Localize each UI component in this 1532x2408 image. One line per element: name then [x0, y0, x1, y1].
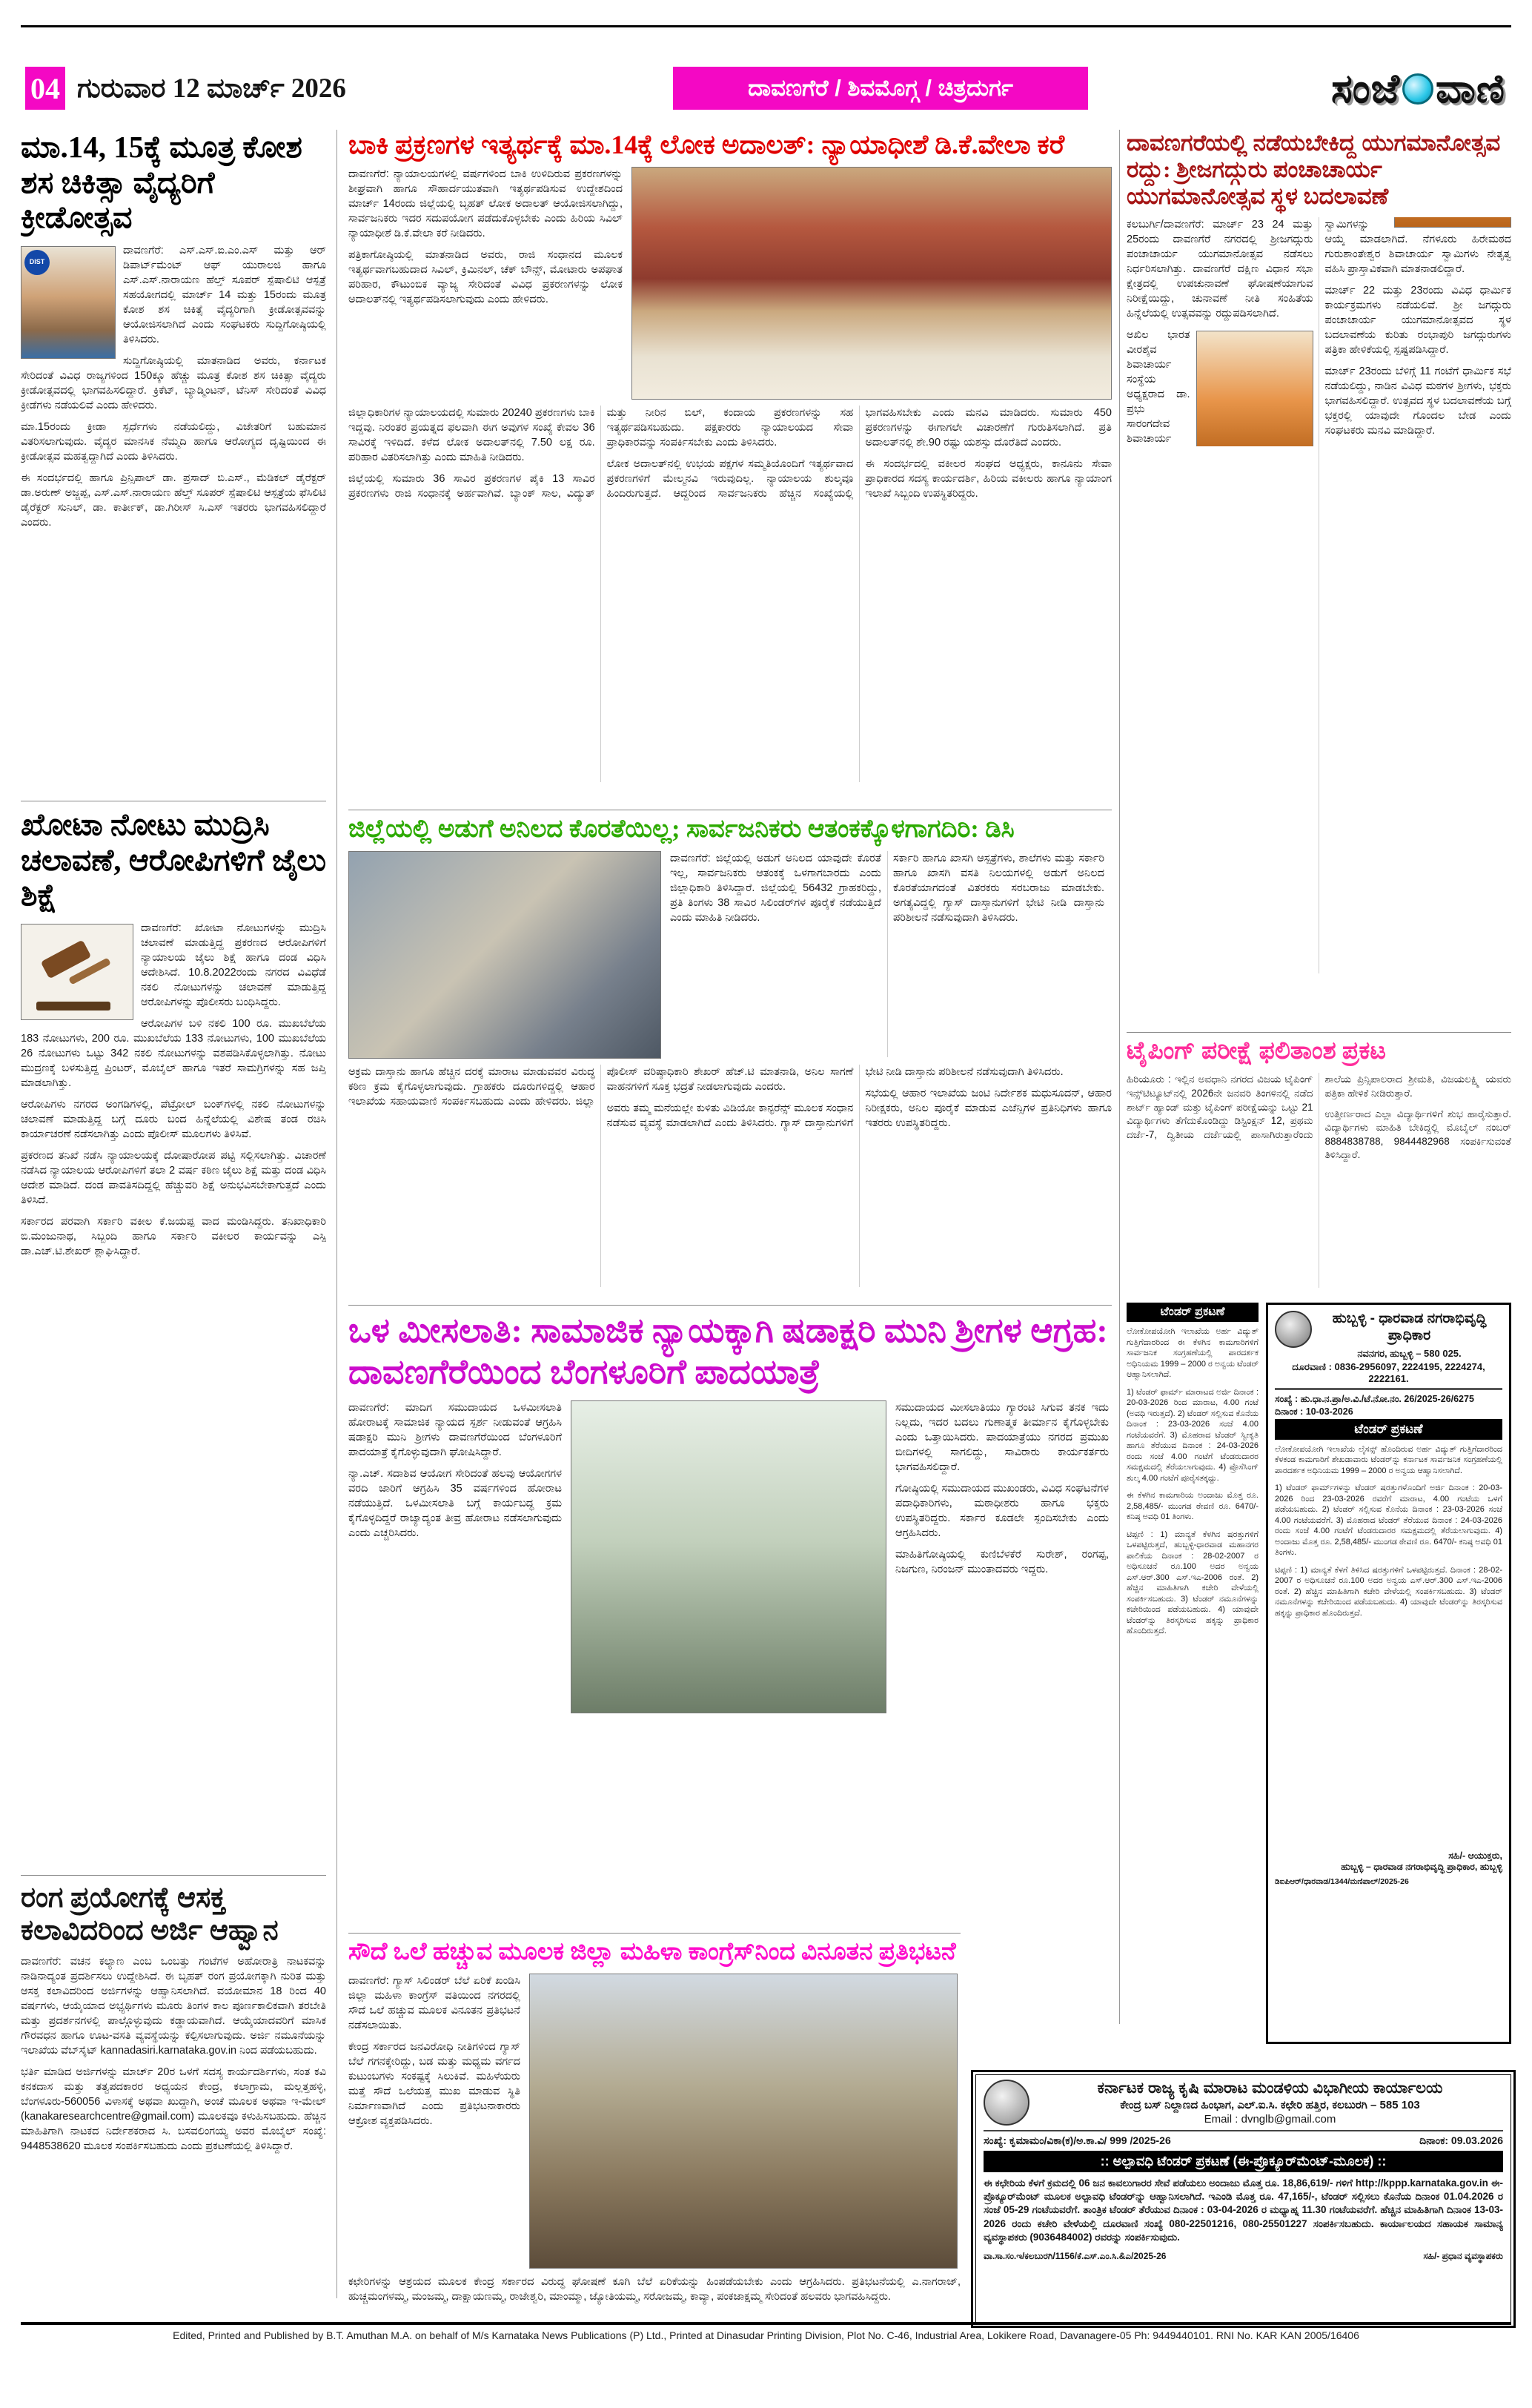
body-paragraph: ಭರ್ತಿ ಮಾಡಿದ ಅರ್ಜಿಗಳನ್ನು ಮಾರ್ಚ್ 20ರ ಒಳಗೆ ಸದಸ್ಯ ಕಾರ್ಯದರ್ಶಿಗಳು, ಸಂತ ಕವಿ ಕನಕದಾಸ ಮತ್ತು ತತ್ವಪದಕಾರರ ಅಧ್ಯಯನ ಕೇಂದ್ರ, ಕಲಾಗ್ರಾಮ, ಮಲ್ಲತ್ತಹಳ್ಳಿ, ಬೆಂಗಳೂರು-560056 ವಿಳಾಸಕ್ಕೆ ಅಥವಾ ಖುದ್ದಾಗಿ, ಅಂಚೆ ಮೂಲಕ ಅಥವಾ ಇ-ಮೇಲ್ (kanakaresearchcentre@gmail.com) ಮೂಲಕವೂ ಕಳುಹಿಸಬಹುದು. ಹೆಚ್ಚಿನ ಮಾಹಿತಿಗಾಗಿ ನಾಟಕದ ನಿರ್ದೇಶಕರಾದ ಸಿ. ಬಸವಲಿಂಗಯ್ಯ ಅವರ ಮೊಬೈಲ್ ಸಂಖ್ಯೆ: 9448538620 ಮೂಲಕ ಸಂಪರ್ಕಿಸಬಹುದು ಎಂದು ಪ್ರಕಟಣೆಯಲ್ಲಿ ತಿಳಿಸಿದ್ದಾರೆ.: [21, 2066, 326, 2153]
article-body: [348, 2275, 961, 2316]
article-body: [348, 406, 1112, 782]
ad-signature-org: ಹುಬ್ಬಳ್ಳಿ – ಧಾರವಾಡ ನಗರಾಭಿವೃದ್ಧಿ ಪ್ರಾಧಿಕಾರ, ಹುಬ್ಬಳ್ಳಿ: [1341, 1861, 1502, 1872]
ad-signature: ಸಹಿ/- ಪ್ರಧಾನ ವ್ಯವಸ್ಥಾಪಕರು: [1423, 2251, 1503, 2261]
body-paragraph: ಸುದ್ದಿಗೋಷ್ಠಿಯಲ್ಲಿ ಮಾತನಾಡಿದ ಅವರು, ಕರ್ನಾಟಕ ಸೇರಿದಂತೆ ವಿವಿಧ ರಾಜ್ಯಗಳಿಂದ 150ಕ್ಕೂ ಹೆಚ್ಚು ಮೂತ್ರ ಕೋಶ ಶಸ ಚಿಕಿತ್ಸಾ ವೈದ್ಯರು ಕ್ರೀಡೋತ್ಸವದಲ್ಲಿ ಭಾಗವಹಿಸಲಿದ್ದಾರೆ. ಕ್ರಿಕೆಟ್, ಬ್ಯಾಡ್ಮಿಂಟನ್, ಟೆನಿಸ್ ಸೇರಿದಂತೆ ವಿವಿಧ ಕ್ರೀಡೆಗಳು ನಡೆಯಲಿವೆ ಎಂದು ಹೇಳಿದರು.: [21, 354, 326, 411]
body-paragraph: ಅವರು ತಮ್ಮ ಮನೆಯಲ್ಲೇ ಕುಳಿತು ವಿಡಿಯೋ ಕಾನ್ಫರೆನ್ಸ್ ಮೂಲಕ ಸಂಧಾನ ನಡೆಸುವ ವ್ಯವಸ್ಥೆ ಮಾಡಲಾಗಿದೆ ಎಂದು ತಿಳಿಸಿದರು. ಗ್ಯಾಸ್ ದಾಸ್ತಾನುಗಳಿಗೆ ಭೇಟಿ ನೀಡಿ ದಾಸ್ತಾನು ಪರಿಶೀಲನೆ ನಡೆಸುವುದಾಗಿ ತಿಳಿಸಿದರು.: [606, 1066, 1064, 1130]
article-body: [21, 921, 326, 1266]
page-header: [21, 65, 1511, 113]
article-inner-reservation: [348, 1305, 1112, 1934]
body-paragraph: ಮಾ.15ರಂದು ಕ್ರೀಡಾ ಸ್ಪರ್ಧೆಗಳು ನಡೆಯಲಿದ್ದು, ವಿಜೇತರಿಗೆ ಬಹುಮಾನ ವಿತರಿಸಲಾಗುವುದು. ವೈದ್ಯರ ಮಾನಸಿಕ ನೆಮ್ಮದಿ ಹಾಗೂ ಆರೋಗ್ಯದ ದೃಷ್ಟಿಯಿಂದ ಈ ಕ್ರೀಡೋತ್ಸವ ಮಹತ್ವದ್ದಾಗಿದೆ ಎಂದು ತಿಳಿಸಿದರು.: [21, 420, 326, 463]
body-paragraph: ಉತ್ತೀರ್ಣರಾದ ಎಲ್ಲಾ ವಿದ್ಯಾರ್ಥಿಗಳಿಗೆ ಶುಭ ಹಾರೈಸುತ್ತಾರೆ. ವಿದ್ಯಾರ್ಥಿಗಳು ಮಾಹಿತಿ ಬೇಕಿದ್ದಲ್ಲಿ ಮೊಬೈಲ್ ನಂಬರ್ 8884838788, 9844482968 ಸಂಪರ್ಕಿಸುವಂತೆ ತಿಳಿಸಿದ್ದಾರೆ.: [1324, 1108, 1511, 1161]
lead-text: [348, 1974, 520, 2267]
editions-banner: ದಾವಣಗೆರೆ / ಶಿವಮೊಗ್ಗ / ಚಿತ್ರದುರ್ಗ: [673, 67, 1088, 110]
body-paragraph: ಲೋಕೋಪಯೋಗಿ ಇಲಾಖೆಯ ಅರ್ಹ ವಿದ್ಯುತ್ ಗುತ್ತಿಗೆದಾರರಿಂದ ಈ ಕೆಳಗಿನ ಕಾಮಗಾರಿಗಳಿಗೆ ಸಾರ್ವಜನಿಕ ಸಂಗ್ರಹಣೆಯಲ್ಲಿ ಪಾರದರ್ಶಕ ಅಧಿನಿಯಮ 1999 – 2000 ರ ಅನ್ವಯ ಟೆಂಡರ್ ಆಹ್ವಾನಿಸಲಾಗಿದೆ.: [1127, 1327, 1259, 1380]
body-paragraph: ಅಕ್ರಮ ದಾಸ್ತಾನು ಹಾಗೂ ಹೆಚ್ಚಿನ ದರಕ್ಕೆ ಮಾರಾಟ ಮಾಡುವವರ ವಿರುದ್ಧ ಕಠಿಣ ಕ್ರಮ ಕೈಗೊಳ್ಳಲಾಗುವುದು. ಗ್ರಾಹಕರು ದೂರುಗಳಿದ್ದಲ್ಲಿ ಆಹಾರ ಇಲಾಖೆಯ ಸಹಾಯವಾಣಿ ಸಂಪರ್ಕಿಸಬಹುದು ಎಂದು ಹೇಳಿದರು. ಜಿಲ್ಲಾ ಪೊಲೀಸ್ ವರಿಷ್ಠಾಧಿಕಾರಿ ಶೇಖರ್ ಹೆಚ್.ಟಿ ಮಾತನಾಡಿ, ಅನಿಲ ಸಾಗಣೆ ವಾಹನಗಳಿಗೆ ಸೂಕ್ತ ಭದ್ರತೆ ನೀಡಲಾಗುವುದು ಎಂದರು.: [348, 1066, 854, 1108]
article-yugotsava: [1127, 130, 1511, 1028]
body-paragraph: ದಾವಣಗೆರೆ: ನ್ಯಾಯಾಲಯಗಳಲ್ಲಿ ವರ್ಷಗಳಿಂದ ಬಾಕಿ ಉಳಿದಿರುವ ಪ್ರಕರಣಗಳನ್ನು ಶೀಘ್ರವಾಗಿ ಹಾಗೂ ಸೌಹಾರ್ದಯುತವಾಗಿ ಇತ್ಯರ್ಥಪಡಿಸುವ ಉದ್ದೇಶದಿಂದ ಮಾರ್ಚ್ 14ರಂದು ಜಿಲ್ಲೆಯಲ್ಲಿ ಬೃಹತ್ ಲೋಕ ಅದಾಲತ್ ಆಯೋಜಿಸಲಾಗಿದ್ದು, ಸಾರ್ವಜನಿಕರು ಇದರ ಸದುಪಯೋಗ ಪಡೆದುಕೊಳ್ಳಬೇಕು ಎಂದು ಹಿರಿಯ ಸಿವಿಲ್ ನ್ಯಾಯಾಧೀಶೆ ಡಿ.ಕೆ.ವೇಲಾ ಕರೆ ನೀಡಿದರು.: [348, 168, 623, 239]
masthead-left: ಸಂಜೆ: [1330, 66, 1401, 111]
body-paragraph: ದಾವಣಗೆರೆ: ಎಸ್.ಎಸ್.ಐ.ಎಂ.ಎಸ್ ಮತ್ತು ಆರ್ ಡಿಪಾರ್ಟ್‌ಮೆಂಟ್ ಆಫ್ ಯುರಾಲಜಿ ಹಾಗೂ ಎಸ್.ಎಸ್.ನಾರಾಯಣ ಹೆಲ್ತ್ ಸೂಪರ್ ಸ್ಪೆಷಾಲಿಟಿ ಆಸ್ಪತ್ರೆ ಸಹಯೋಗದಲ್ಲಿ ಮಾರ್ಚ್ 14 ಮತ್ತು 15ರಂದು ಮೂತ್ರ ಕೋಶ ಶಸ ಚಿಕಿತ್ಸೆ ವೈದ್ಯರಿಗಾಗಿ ಕ್ರೀಡೋತ್ಸವವನ್ನು ಆಯೋಜಿಸಲಾಗಿದೆ ಎಂದು ಸಂಘಟಕರು ಸುದ್ದಿಗೋಷ್ಠಿಯಲ್ಲಿ ತಿಳಿಸಿದರು.: [123, 244, 326, 345]
body-paragraph: 1) ಟೆಂಡರ್ ಫಾರ್ಮ್‌ಗಳನ್ನು ಟೆಂಡರ್ ಷರತ್ತುಗಳೊಂದಿಗೆ ಅರ್ಜಿ ದಿನಾಂಕ : 20-03-2026 ರಿಂದ 23-03-2026 ರವರೆಗೆ ಮಾರಾಟ, 4.00 ಗಂಟೆಯ ಒಳಗೆ ಪಡೆಯಬಹುದು. 2) ಟೆಂಡರ್ ಸಲ್ಲಿಸುವ ಕೊನೆಯ ದಿನಾಂಕ : 23-03-2026 ಸಂಜೆ 4.00 ಗಂಟೆಯವರೆಗೆ. 3) ಮೊಹರಾದ ಟೆಂಡರ್ ತೆರೆಯುವ ದಿನಾಂಕ : 24-03-2026 ರಂದು ಸಂಜೆ 4.00 ಗಂಟೆಗೆ ಟೆಂಡರುದಾರರ ಸಮಕ್ಷಮದಲ್ಲಿ ತೆರೆಯಲಾಗುವುದು. 4) ಅಂದಾಜು ಮೊತ್ತ ರೂ. 2,58,485/- ಮುಂಗಡ ಠೇವಣಿ ರೂ. 6470/- ಕನಿಷ್ಠ ಅವಧಿ 01 ತಿಂಗಳು.: [1275, 1484, 1502, 1558]
body-paragraph: ಈ ಸಂದರ್ಭದಲ್ಲಿ ಹಾಗೂ ಪ್ರಿನ್ಸಿಪಾಲ್ ಡಾ. ಪ್ರಸಾದ್ ಬಿ.ಎಸ್., ಮೆಡಿಕಲ್ ಡೈರೆಕ್ಟರ್ ಡಾ.ಅರುಣ್ ಅಜ್ಜಪ್ಪ, ಎಸ್.ಎಸ್.ನಾರಾಯಣ ಹೆಲ್ತ್ ಸೂಪರ್ ಸ್ಪೆಷಾಲಿಟಿ ಆಸ್ಪತ್ರೆಯ ಫೆಸಿಲಿಟಿ ಡೈರೆಕ್ಟರ್ ಸುನಿಲ್, ಡಾ. ಕಾರ್ತೀಕ್, ಡಾ.ಗಿರೀಸ್ ಸಿ.ಎಸ್ ಇತರರು ಭಾಗವಹಿಸಲಿದ್ದಾರೆ ಎಂದರು.: [21, 472, 326, 529]
ad-dipr-ref: ಡಿಐಪಿಆರ್/ಧಾರವಾಡ/1344/ಮಣಿಪಾಲ್/2025-26: [1275, 1876, 1409, 1886]
body-paragraph: ಕೇಂದ್ರ ಸರ್ಕಾರದ ಜನವಿರೋಧಿ ನೀತಿಗಳಿಂದ ಗ್ಯಾಸ್ ಬೆಲೆ ಗಗನಕ್ಕೇರಿದ್ದು, ಬಡ ಮತ್ತು ಮಧ್ಯಮ ವರ್ಗದ ಕುಟುಂಬಗಳು ಸಂಕಷ್ಟಕ್ಕೆ ಸಿಲುಕಿವೆ. ಮಹಿಳೆಯರು ಮತ್ತೆ ಸೌದೆ ಒಲೆಯತ್ತ ಮುಖ ಮಾಡುವ ಸ್ಥಿತಿ ನಿರ್ಮಾಣವಾಗಿದೆ ಎಂದು ಪ್ರತಿಭಟನಾಕಾರರು ಆಕ್ರೋಶ ವ್ಯಕ್ತಪಡಿಸಿದರು.: [348, 2041, 520, 2128]
article-body: [348, 1065, 1112, 1287]
hdua-logo: [1275, 1311, 1312, 1348]
body-paragraph: ಟಿಪ್ಪಣಿ : 1) ಮಾನ್ಯತೆ ಕೆಳಗೆ ತಿಳಿಸಿದ ಷರತ್ತುಗಳಿಗೆ ಒಳಪಟ್ಟಿರುತ್ತದೆ. ದಿನಾಂಕ : 28-02-2007 ರ ಅಧಿಸೂಚನೆ ರೂ.100 ಅದರ ಅನ್ವಯ ಎಸ್.ಆರ್.300 ಎಸ್.ಇಎ-2006 ರಂತೆ. 2) ಹೆಚ್ಚಿನ ಮಾಹಿತಿಗಾಗಿ ಕಚೇರಿ ವೇಳೆಯಲ್ಲಿ ಸಂಪರ್ಕಿಸಬಹುದು. 3) ಟೆಂಡರ್ ನಮೂನೆಗಳನ್ನು ಕಚೇರಿಯಿಂದ ಪಡೆಯಬಹುದು. 4) ಯಾವುದೇ ಟೆಂಡರ್‌ನ್ನು ತಿರಸ್ಕರಿಸುವ ಹಕ್ಕನ್ನು ಪ್ರಾಧಿಕಾರ ಹೊಂದಿರುತ್ತದೆ.: [1275, 1565, 1502, 1618]
body-paragraph: ಜಿಲ್ಲಾಧಿಕಾರಿಗಳ ನ್ಯಾಯಾಲಯದಲ್ಲಿ ಸುಮಾರು 20240 ಪ್ರಕರಣಗಳು ಬಾಕಿ ಇದ್ದವು. ನಿರಂತರ ಪ್ರಯತ್ನದ ಫಲವಾಗಿ ಈಗ ಅವುಗಳ ಸಂಖ್ಯೆ ಕೇವಲ 36 ಸಾವಿರಕ್ಕೆ ಇಳಿದಿದೆ. ಕಳೆದ ಲೋಕ ಅದಾಲತ್‌ನಲ್ಲಿ 7.50 ಲಕ್ಷ ರೂ. ಪರಿಹಾರ ವಿತರಿಸಲಾಗಿತ್ತು ಎಂದು ಮಾಹಿತಿ ನೀಡಿದರು.: [348, 406, 595, 463]
left-column: [21, 130, 337, 2298]
headline-gas: ಜಿಲ್ಲೆಯಲ್ಲಿ ಅಡುಗೆ ಅನಿಲದ ಕೊರತೆಯಿಲ್ಲ; ಸಾರ್ವಜನಿಕರು ಆತಂಕಕ್ಕೊಳಗಾಗದಿರಿ: ಡಿಸಿ: [348, 816, 1015, 843]
ad-address: ನವನಗರ, ಹುಬ್ಬಳ್ಳಿ – 580 025.: [1357, 1347, 1462, 1359]
column-divider: [1119, 130, 1120, 2024]
body-paragraph: ಪ್ರಕರಣದ ತನಿಖೆ ನಡೆಸಿ ನ್ಯಾಯಾಲಯಕ್ಕೆ ದೋಷಾರೋಪ ಪಟ್ಟಿ ಸಲ್ಲಿಸಲಾಗಿತ್ತು. ವಿಚಾರಣೆ ನಡೆಸಿದ ನ್ಯಾಯಾಲಯ ಆರೋಪಿಗಳಿಗೆ ತಲಾ 2 ವರ್ಷ ಕಠಿಣ ಜೈಲು ಶಿಕ್ಷೆ ಮತ್ತು ದಂಡ ವಿಧಿಸಿ ಆದೇಶ ಮಾಡಿದೆ. ದಂಡ ಪಾವತಿಸದಿದ್ದಲ್ಲಿ ಹೆಚ್ಚುವರಿ ಶಿಕ್ಷೆ ಅನುಭವಿಸಬೇಕಾಗುತ್ತದೆ ಎಂದು ತಿಳಿಸಿದೆ.: [21, 1149, 326, 1206]
protest-photo: [529, 1974, 958, 2269]
content-row: [348, 1974, 961, 2269]
article-protest: [348, 1933, 961, 2327]
gavel-base: [36, 1002, 110, 1010]
district-badge: DIST: [24, 250, 50, 275]
tender-zone: [1127, 1303, 1511, 2044]
lead-row: [348, 167, 1112, 400]
date-line: ಗುರುವಾರ 12 ಮಾರ್ಚ್ 2026: [77, 73, 346, 104]
ad-ref2: ವಾ.ಸಾ.ಸಂ.ಇ/ಕಲಬುರಗಿ/1156/ಕೆ.ಎಸ್.ಎಂ.ಸಿ.&ಎ/2025-26: [984, 2251, 1167, 2261]
ad-title-bar: ಟೆಂಡರ್ ಪ್ರಕಟಣೆ: [1275, 1419, 1502, 1440]
ad-header: [984, 2080, 1503, 2126]
article-gas: [348, 810, 1112, 1306]
body-paragraph: ಸಮುದಾಯದ ಮೀಸಲಾತಿಯು ಗ್ಯಾರಂಟಿ ಸಿಗುವ ತನಕ ಇದು ನಿಲ್ಲದು, ಇದರ ಬದಲು ಗುಣಾತ್ಮಕ ತೀರ್ಮಾನ ಕೈಗೊಳ್ಳಬೇಕು ಎಂದು ಒತ್ತಾಯಿಸಿದರು. ಪಾದಯಾತ್ರೆಯು ನಗರದ ಪ್ರಮುಖ ಬೀದಿಗಳಲ್ಲಿ ಸಾಗಲಿದ್ದು, ಸಾವಿರಾರು ಕಾರ್ಯಕರ್ತರು ಭಾಗವಹಿಸಲಿದ್ದಾರೆ.: [895, 1402, 1109, 1474]
ksamb-tender-ad: [971, 2070, 1516, 2328]
body-paragraph: ಲೋಕೋಪಯೋಗಿ ಇಲಾಖೆಯ ಲೈಸನ್ಸ್ ಹೊಂದಿರುವ ಅರ್ಹ ವಿದ್ಯುತ್ ಗುತ್ತಿಗೆದಾರರಿಂದ ಕೆಳಕಂಡ ಕಾಮಗಾರಿಗೆ ಶೇಖಡಾವಾರು ಟೆಂಡರ್‌ನ್ನು ಕರ್ನಾಟಕ ಸಾರ್ವಜನಿಕ ಸಂಗ್ರಹಣೆಯಲ್ಲಿ ಪಾರದರ್ಶಕ ಅಧಿನಿಯಮ 1999 – 2000 ರ ಅನ್ವಯ ಆಹ್ವಾನಿಸಲಾಗಿದೆ.: [1275, 1444, 1502, 1475]
body-paragraph: ಅಖಿಲ ಭಾರತ ವೀರಶೈವ ಶಿವಾಚಾರ್ಯ ಸಂಸ್ಥೆಯ ಅಧ್ಯಕ್ಷರಾದ ಡಾ. ಪ್ರಭು ಸಾರಂಗದೇವ ಶಿವಾಚಾರ್ಯ ಸ್ವಾಮಿಗಳನ್ನು ಆಯ್ಕೆ ಮಾಡಲಾಗಿದೆ. ನೆಗಳೂರು ಹಿರೇಮಠದ ಗುರುಶಾಂತೇಶ್ವರ ಶಿವಾಚಾರ್ಯ ಸ್ವಾಮಿಗಳು ನೇತೃತ್ವ ವಹಿಸಿ ಪ್ರಾಸ್ತಾವಿಕವಾಗಿ ಮಾತನಾಡಲಿದ್ದಾರೆ.: [1127, 218, 1511, 445]
lead-text: [348, 167, 623, 398]
body-paragraph: ಹಿರಿಯೂರು : ಇಲ್ಲಿನ ಅವಧಾನಿ ನಗರದ ವಿಜಯ ಟೈಪಿಂಗ್ ಇನ್ಸ್‌ಟಿಟ್ಯೂಟ್‌ನಲ್ಲಿ 2026ನೇ ಜನವರಿ ತಿಂಗಳಿನಲ್ಲಿ ನಡೆದ ಶಾರ್ಟ್ ಹ್ಯಾಂಡ್ ಮತ್ತು ಟೈಪಿಂಗ್ ಪರೀಕ್ಷೆಯನ್ನು ಒಟ್ಟು 21 ವಿದ್ಯಾರ್ಥಿಗಳು ತೆಗೆದುಕೊಂಡಿದ್ದು ಡಿಸ್ಟಿಂಕ್ಷನ್ 12, ಪ್ರಥಮ ದರ್ಜೆ-7, ದ್ವಿತೀಯ ದರ್ಜೆಯಲ್ಲಿ ಪಾಸಾಗಿರುತ್ತಾರೆಂದು ಶಾಲೆಯ ಪ್ರಿನ್ಸಿಪಾಲರಾದ ಶ್ರೀಮತಿ, ವಿಜಯಲಕ್ಷ್ಮಿ ಯವರು ಪತ್ರಿಕಾ ಹೇಳಿಕೆ ನೀಡಿರುತ್ತಾರೆ.: [1127, 1074, 1511, 1140]
body-paragraph: ಸರ್ಕಾರದ ಪರವಾಗಿ ಸರ್ಕಾರಿ ವಕೀಲ ಕೆ.ಜಯಪ್ಪ ವಾದ ಮಂಡಿಸಿದ್ದರು. ತನಿಖಾಧಿಕಾರಿ ಬಿ.ಮಂಜುನಾಥ, ಸಿಬ್ಬಂದಿ ಹಾಗೂ ಸರ್ಕಾರಿ ವಕೀಲರ ಕಾರ್ಯವನ್ನು ಎಸ್ಪಿ ಡಾ.ಎಚ್.ಟಿ.ಶೇಖರ್ ಶ್ಲಾಘಿಸಿದ್ದಾರೆ.: [21, 1215, 326, 1257]
headline-lok-adalat: ಬಾಕಿ ಪ್ರಕ್ರಣಗಳ ಇತ್ಯರ್ಥಕ್ಕೆ ಮಾ.14ಕ್ಕೆ ಲೋಕ ಅದಾಲತ್: ನ್ಯಾಯಾಧೀಶೆ ಡಿ.ಕೆ.ವೇಲಾ ಕರೆ: [348, 130, 1065, 159]
lead-row: [348, 851, 1112, 1059]
ad-footer: [984, 2251, 1503, 2262]
top-rule: [21, 25, 1511, 27]
body-paragraph: ದಾವಣಗೆರೆ: ಜಿಲ್ಲೆಯಲ್ಲಿ ಅಡುಗೆ ಅನಿಲದ ಯಾವುದೇ ಕೊರತೆ ಇಲ್ಲ, ಸಾರ್ವಜನಿಕರು ಆತಂಕಕ್ಕೆ ಒಳಗಾಗಬಾರದು ಎಂದು ಜಿಲ್ಲಾಧಿಕಾರಿ ತಿಳಿಸಿದ್ದಾರೆ. ಜಿಲ್ಲೆಯಲ್ಲಿ 56432 ಗ್ರಾಹಕರಿದ್ದು, ಪ್ರತಿ ತಿಂಗಳು 38 ಸಾವಿರ ಸಿಲಿಂಡರ್‌ಗಳ ಪೂರೈಕೆ ನಡೆಯುತ್ತಿದೆ ಎಂದು ಮಾಹಿತಿ ನೀಡಿದರು.: [670, 853, 881, 924]
body-paragraph: ಈ ಕಛೇರಿಯ ಕೆಳಗೆ ಕ್ರಮದಲ್ಲಿ 06 ಜನ ಕಾವಲುಗಾರರ ಸೇವೆ ಪಡೆಯಲು ಅಂದಾಜು ಮೊತ್ತ ರೂ. 18,86,619/- ಗಳಿಗೆ http://kppp.karnataka.gov.in ಈ-ಪ್ರೊಕ್ಯೂರ್‌ಮೆಂಟ್ ಮೂಲಕ ಅಲ್ಪಾವಧಿ ಟೆಂಡರ್‌ನ್ನು ಆಹ್ವಾನಿಸಲಾಗಿದೆ. ಇಎಂಡಿ ಮೊತ್ತ ರೂ. 47,165/-, ಟೆಂಡರ್ ಸಲ್ಲಿಸಲು ಕೊನೆಯ ದಿನಾಂಕ 01.04.2026 ರ ಸಂಜೆ 05-29 ಗಂಟೆಯವರೆಗೆ. ತಾಂತ್ರಿಕ ಟೆಂಡರ್ ತೆರೆಯುವ ದಿನಾಂಕ : 03-04-2026 ರ ಮಧ್ಯಾಹ್ನ 11.30 ಗಂಟೆಯವರೆಗೆ. ಹೆಚ್ಚಿನ ಮಾಹಿತಿಗಾಗಿ ದಿನಾಂಕ 13-03-2026 ರಂದು ಕಚೇರಿ ವೇಳೆಯಲ್ಲಿ ದೂರವಾಣಿ ಸಂಖ್ಯೆ 080-22501216, 080-25501227 ಸಂಪರ್ಕಿಸಬಹುದು. ಕಾರ್ಯಾಲಯದ ಸಹಾಯಕ ಸಾಮಾನ್ಯ ವ್ಯವಸ್ಥಾಪಕರು (9036484002) ರವರನ್ನು ಸಂಪರ್ಕಿಸುವುದು.: [984, 2177, 1503, 2243]
doctor-photo: [21, 246, 116, 359]
page-number: 04: [25, 67, 65, 110]
article-fake-notes: [21, 801, 326, 1875]
ksamb-logo: [984, 2080, 1029, 2126]
imprint-line: Edited, Printed and Published by B.T. Amuthan M.A. on behalf of M/s Karnataka News Publications (P) Ltd., Printed at Dinasudar Printing Division, Plot No. C-46, Industrial Area, Lokikere Road, Davanagere-05 Ph: 9449440101. RNI No. KAR KAN 2005/16406: [173, 2329, 1359, 2341]
article-body: [1127, 217, 1511, 973]
ad-address: ಕೇಂದ್ರ ಬಸ್ ನಿಲ್ದಾಣದ ಹಿಂಭಾಗ, ಎಲ್.ಐ.ಸಿ. ಕಛೇರಿ ಹತ್ತಿರ, ಕಲಬುರಗಿ – 585 103: [1120, 2099, 1420, 2111]
ad-ref-row: [984, 2130, 1503, 2147]
lok-adalat-photo: [631, 167, 1112, 400]
body-paragraph: ಲೋಕ ಅದಾಲತ್‌ನಲ್ಲಿ ಉಭಯ ಪಕ್ಷಗಳ ಸಮ್ಮತಿಯೊಂದಿಗೆ ಇತ್ಯರ್ಥವಾದ ಪ್ರಕರಣಗಳಿಗೆ ಮೇಲ್ಮನವಿ ಇರುವುದಿಲ್ಲ. ನ್ಯಾಯಾಲಯ ಶುಲ್ಕವೂ ಹಿಂದಿರುಗುತ್ತದೆ. ಆದ್ದರಿಂದ ಸಾರ್ವಜನಿಕರು ಹೆಚ್ಚಿನ ಸಂಖ್ಯೆಯಲ್ಲಿ ಭಾಗವಹಿಸಬೇಕು ಎಂದು ಮನವಿ ಮಾಡಿದರು. ಸುಮಾರು 450 ಪ್ರಕರಣಗಳನ್ನು ಈಗಾಗಲೇ ವಿಚಾರಣೆಗೆ ಗುರುತಿಸಲಾಗಿದೆ. ಪ್ರತಿ ಅದಾಲತ್‌ನಲ್ಲಿ ಶೇ.90 ರಷ್ಟು ಯಶಸ್ಸು ದೊರೆತಿದೆ ಎಂದರು.: [606, 406, 1112, 500]
ad-phone: ದೂರವಾಣಿ : 0836-2956097, 2224195, 2224274, 2222161.: [1292, 1360, 1485, 1384]
left-text: [348, 1400, 562, 1912]
body-paragraph: ಮಾರ್ಚ್ 23ರಂದು ಬೆಳಿಗ್ಗೆ 11 ಗಂಟೆಗೆ ಧಾರ್ಮಿಕ ಸಭೆ ನಡೆಯಲಿದ್ದು, ನಾಡಿನ ವಿವಿಧ ಮಠಗಳ ಶ್ರೀಗಳು, ಭಕ್ತರು ಭಾಗವಹಿಸಲಿದ್ದಾರೆ. ಉತ್ಸವದ ಸ್ಥಳ ಬದಲಾವಣೆಯ ಬಗ್ಗೆ ಭಕ್ತರಲ್ಲಿ ಯಾವುದೇ ಗೊಂದಲ ಬೇಡ ಎಂದು ಸಂಘಟಕರು ಮನವಿ ಮಾಡಿದ್ದಾರೆ.: [1324, 365, 1511, 437]
seer-group-photo: [571, 1400, 886, 1713]
ad-title-bar: :: ಅಲ್ಪಾವಧಿ ಟೆಂಡರ್ ಪ್ರಕಟಣೆ (ಈ-ಪ್ರೊಕ್ಯೂರ್‌ಮೆಂಟ್-ಮೂಲಕ) ::: [984, 2151, 1503, 2172]
ad-separator: [1275, 1388, 1502, 1390]
body-paragraph: ಆರೋಪಿಗಳ ಬಳಿ ನಕಲಿ 100 ರೂ. ಮುಖಬೆಲೆಯ 183 ನೋಟುಗಳು, 200 ರೂ. ಮುಖಬೆಲೆಯ 133 ನೋಟುಗಳು, 100 ಮುಖಬೆಲೆಯ 26 ನೋಟುಗಳು ಒಟ್ಟು 342 ನಕಲಿ ನೋಟುಗಳನ್ನು ವಶಪಡಿಸಿಕೊಳ್ಳಲಾಗಿತ್ತು. ನೋಟು ಮುದ್ರಣಕ್ಕೆ ಬಳಸುತ್ತಿದ್ದ ಪ್ರಿಂಟರ್, ಮೊಬೈಲ್ ಹಾಗೂ ಇತರೆ ಸಾಮಗ್ರಿಗಳನ್ನು ಸಹ ಜಪ್ತಿ ಮಾಡಲಾಗಿತ್ತು.: [21, 1017, 326, 1089]
ad-date: ದಿನಾಂಕ : 10-03-2026: [1275, 1406, 1353, 1417]
globe-icon: [1402, 73, 1433, 105]
body-paragraph: ಕಲಬುರ್ಗಿ/ದಾವಣಗೆರೆ: ಮಾರ್ಚ್ 23 24 ಮತ್ತು 25ರಂದು ದಾವಣಗೆರೆ ನಗರದಲ್ಲಿ ಶ್ರೀಜಗದ್ಗುರು ಪಂಚಾಚಾರ್ಯ ಯುಗಮಾನೋತ್ಸವ ನಡೆಸಲು ನಿರ್ಧರಿಸಲಾಗಿತ್ತು. ದಾವಣಗೆರೆ ದಕ್ಷಿಣ ವಿಧಾನ ಸಭಾ ಕ್ಷೇತ್ರದಲ್ಲಿ ಉಪಚುನಾವಣೆ ಘೋಷಣೆಯಾಗುವ ನಿರೀಕ್ಷೆಯಿದ್ದು, ಚುನಾವಣೆ ನೀತಿ ಸಂಹಿತೆಯ ಹಿನ್ನೆಲೆಯಲ್ಲಿ ಉತ್ಸವವನ್ನು ರದ್ದುಪಡಿಸಲಾಗಿದೆ.: [1127, 218, 1313, 320]
body-paragraph: ಈ ಕೆಳಗಿನ ಕಾಮಗಾರಿಯ ಅಂದಾಜು ಮೊತ್ತ ರೂ. 2,58,485/- ಮುಂಗಡ ಠೇವಣಿ ರೂ. 6470/- ಕನಿಷ್ಠ ಅವಧಿ 01 ತಿಂಗಳು.: [1127, 1491, 1259, 1522]
article-body: [21, 243, 326, 537]
body-paragraph: ಸರ್ಕಾರಿ ಹಾಗೂ ಖಾಸಗಿ ಆಸ್ಪತ್ರೆಗಳು, ಶಾಲೆಗಳು ಮತ್ತು ಸರ್ಕಾರಿ ಹಾಗೂ ಖಾಸಗಿ ವಸತಿ ನಿಲಯಗಳಲ್ಲಿ ಅಡುಗೆ ಅನಿಲದ ಕೊರತೆಯಾಗದಂತೆ ವಿತರಕರು ಸರಬರಾಜು ಮಾಡಬೇಕು. ಅಗತ್ಯವಿದ್ದಲ್ಲಿ ಗ್ಯಾಸ್ ದಾಸ್ತಾನುಗಳಿಗೆ ಭೇಟಿ ನೀಡಿ ದಾಸ್ತಾನು ಪರಿಶೀಲನೆ ನಡೆಸುವುದಾಗಿ ತಿಳಿಸಿದರು.: [893, 853, 1104, 924]
masthead-logo: [1331, 67, 1505, 111]
notice-title-bar: ಟೆಂಡರ್ ಪ್ರಕಟಣೆ: [1127, 1303, 1259, 1322]
gas-meeting-photo: [348, 851, 661, 1059]
content-row: [348, 1400, 1112, 1912]
article-lok-adalat: [348, 130, 1112, 806]
body-paragraph: ಟಿಪ್ಪಣಿ : 1) ಮಾನ್ಯತೆ ಕೆಳಗಿನ ಷರತ್ತುಗಳಿಗೆ ಒಳಪಟ್ಟಿರುತ್ತದೆ, ಹುಬ್ಬಳ್ಳಿ-ಧಾರವಾಡ ಮಹಾನಗರ ಪಾಲಿಕೆಯ ದಿನಾಂಕ : 28-02-2007 ರ ಅಧಿಸೂಚನೆ ರೂ.100 ಅದರ ಅನ್ವಯ ಎಸ್.ಆರ್.300 ಎಸ್.ಇಎ-2006 ರಂತೆ. 2) ಹೆಚ್ಚಿನ ಮಾಹಿತಿಗಾಗಿ ಕಚೇರಿ ವೇಳೆಯಲ್ಲಿ ಸಂಪರ್ಕಿಸಬಹುದು. 3) ಟೆಂಡರ್ ನಮೂನೆಗಳನ್ನು ಕಚೇರಿಯಿಂದ ಪಡೆಯಬಹುದು. 4) ಯಾವುದೇ ಟೆಂಡರ್‌ನ್ನು ತಿರಸ್ಕರಿಸುವ ಹಕ್ಕನ್ನು ಪ್ರಾಧಿಕಾರ ಹೊಂದಿರುತ್ತದೆ.: [1127, 1529, 1259, 1636]
ad-title: ಕರ್ನಾಟಕ ರಾಜ್ಯ ಕೃಷಿ ಮಾರಾಟ ಮಂಡಳಿಯ ವಿಭಾಗೀಯ ಕಾರ್ಯಾಲಯ: [1097, 2080, 1443, 2097]
body-paragraph: ಕಛೇರಿಗಳನ್ನು ಆಶ್ರಯದ ಮೂಲಕ ಕೇಂದ್ರ ಸರ್ಕಾರದ ವಿರುದ್ಧ ಘೋಷಣೆ ಕೂಗಿ ಬೆಲೆ ಏರಿಕೆಯನ್ನು ಹಿಂಪಡೆಯಬೇಕು ಎಂದು ಆಗ್ರಹಿಸಿದರು. ಪ್ರತಿಭಟನೆಯಲ್ಲಿ ಎ.ನಾಗರಾಜ್, ಹುಚ್ಚಮಂಗಳಮ್ಮ, ಮಂಜಮ್ಮ, ದಾಕ್ಷಾಯಣಮ್ಮ, ರಾಜೇಶ್ವರಿ, ಮಾಂಮ್ಮಾ, ಜ್ಯೋತಿಯಮ್ಮ, ಸರೋಜಮ್ಮ, ಕಾವ್ಯಾ, ಪಂಕಜಾಕ್ಷಮ್ಮ ಸೇರಿದಂತೆ ಹಲವರು ಭಾಗವಹಿಸಿದ್ದರು.: [348, 2276, 961, 2303]
ad-body: [1275, 1444, 1502, 1845]
ad-ref-number: ಸಂಖ್ಯೆ : ಹು.ಧಾ.ನ.ಪ್ರಾ/ಅ.ವಿ./ಟೆ.ನೋ.ನಂ. 26/2025-26/6275: [1275, 1393, 1474, 1404]
article-body: [21, 1954, 326, 2160]
pwd-tender-notice: [1127, 1303, 1259, 2044]
bottom-rule: [21, 2322, 1511, 2325]
body-paragraph: ಆರೋಪಿಗಳು ನಗರದ ಅಂಗಡಿಗಳಲ್ಲಿ, ಪೆಟ್ರೋಲ್ ಬಂಕ್‌ಗಳಲ್ಲಿ ನಕಲಿ ನೋಟುಗಳನ್ನು ಚಲಾವಣೆ ಮಾಡುತ್ತಿದ್ದ ಬಗ್ಗೆ ದೂರು ಬಂದ ಹಿನ್ನೆಲೆಯಲ್ಲಿ ವಿಶೇಷ ತಂಡ ರಚಿಸಿ ಕಾರ್ಯಾಚರಣೆ ನಡೆಸಲಾಗಿತ್ತು ಎಂದು ಪೊಲೀಸ್ ಮೂಲಗಳು ತಿಳಿಸಿವೆ.: [21, 1098, 326, 1140]
ad-date: ದಿನಾಂಕ: 09.03.2026: [1419, 2134, 1503, 2146]
body-paragraph: ದಾವಣಗೆರೆ: ಗ್ಯಾಸ್ ಸಿಲಿಂಡರ್ ಬೆಲೆ ಏರಿಕೆ ಖಂಡಿಸಿ ಜಿಲ್ಲಾ ಮಹಿಳಾ ಕಾಂಗ್ರೆಸ್ ವತಿಯಿಂದ ನಗರದಲ್ಲಿ ಸೌದೆ ಒಲೆ ಹಚ್ಚುವ ಮೂಲಕ ವಿನೂತನ ಪ್ರತಿಭಟನೆ ನಡೆಸಲಾಯಿತು.: [348, 1975, 520, 2032]
headline-urology: ಮಾ.14, 15ಕ್ಕೆ ಮೂತ್ರ ಕೋಶ ಶಸ ಚಿಕಿತ್ಸಾ ವೈದ್ಯರಿಗೆ ಕ್ರೀಡೋತ್ಸವ: [21, 130, 302, 235]
ad-body: [984, 2177, 1503, 2248]
ad-inner: [975, 2074, 1511, 2323]
headline-ranga: ರಂಗ ಪ್ರಯೋಗಕ್ಕೆ ಆಸಕ್ತ ಕಲಾವಿದರಿಂದ ಅರ್ಜಿ ಆಹ್ವಾನ: [21, 1882, 279, 1947]
article-urology: [21, 130, 326, 801]
body-paragraph: ಗೋಷ್ಠಿಯಲ್ಲಿ ಸಮುದಾಯದ ಮುಖಂಡರು, ವಿವಿಧ ಸಂಘಟನೆಗಳ ಪದಾಧಿಕಾರಿಗಳು, ಮಠಾಧೀಶರು ಹಾಗೂ ಭಕ್ತರು ಉಪಸ್ಥಿತರಿದ್ದರು. ಸರ್ಕಾರ ಕೂಡಲೇ ಸ್ಪಂದಿಸಬೇಕು ಎಂದು ಆಗ್ರಹಿಸಿದರು.: [895, 1483, 1109, 1540]
headline-fake-notes: ಖೋಟಾ ನೋಟು ಮುದ್ರಿಸಿ ಚಲಾವಣೆ, ಆರೋಪಿಗಳಿಗೆ ಜೈಲು ಶಿಕ್ಷೆ: [21, 807, 326, 913]
body-paragraph: ಮಾಹಿತಿಗೋಷ್ಠಿಯಲ್ಲಿ ಕುಣಿಬೆಳಕೆರೆ ಸುರೇಶ್, ರಂಗಪ್ಪ, ನಿಜಗುಣ, ನಿರಂಜನ್ ಮುಂತಾದವರು ಇದ್ದರು.: [895, 1549, 1109, 1576]
body-paragraph: ಸಭೆಯಲ್ಲಿ ಆಹಾರ ಇಲಾಖೆಯ ಜಂಟಿ ನಿರ್ದೇಶಕ ಮಧುಸೂದನ್, ಆಹಾರ ನಿರೀಕ್ಷಕರು, ಅನಿಲ ಪೂರೈಕೆ ಮಾಡುವ ಎಜೆನ್ಸಿಗಳ ಪ್ರತಿನಿಧಿಗಳು ಹಾಗೂ ಇತರರು ಉಪಸ್ಥಿತರಿದ್ದರು.: [865, 1088, 1112, 1130]
gavel-photo: [21, 924, 133, 1020]
ad-titles: [1037, 2080, 1503, 2126]
body-paragraph: ದಾವಣಗೆರೆ: ಮಾದಿಗ ಸಮುದಾಯದ ಒಳಮೀಸಲಾತಿ ಹೋರಾಟಕ್ಕೆ ಸಾಮಾಜಿಕ ನ್ಯಾಯದ ಸ್ಪರ್ಶ ನೀಡುವಂತೆ ಆಗ್ರಹಿಸಿ ಷಡಾಕ್ಷರಿ ಮುನಿ ಶ್ರೀಗಳು ದಾವಣಗೆರೆಯಿಂದ ಬೆಂಗಳೂರಿಗೆ ಪಾದಯಾತ್ರೆ ಕೈಗೊಳ್ಳುವುದಾಗಿ ಘೋಷಿಸಿದ್ದಾರೆ.: [348, 1402, 562, 1459]
ad-signature: ಸಹಿ/- ಆಯುಕ್ತರು,: [1448, 1850, 1502, 1861]
headline-protest: ಸೌದೆ ಒಲೆ ಹಚ್ಚುವ ಮೂಲಕ ಜಿಲ್ಲಾ ಮಹಿಳಾ ಕಾಂಗ್ರೆಸ್‌ನಿಂದ ವಿನೂತನ ಪ್ರತಿಭಟನೆ: [348, 1939, 956, 1965]
masthead-right: ವಾಣಿ: [1436, 66, 1505, 111]
body-paragraph: 1) ಟೆಂಡರ್ ಫಾರ್ಮ್ ಮಾರಾಟದ ಅರ್ಜಿ ದಿನಾಂಕ : 20-03-2026 ರಿಂದ ಮಾರಾಟ, 4.00 ಗಂಟೆ (ಅವಧಿ ಇರುತ್ತದೆ). 2) ಟೆಂಡರ್ ಸಲ್ಲಿಸುವ ಕೊನೆಯ ದಿನಾಂಕ : 23-03-2026 ಸಂಜೆ 4.00 ಗಂಟೆಯವರೆಗೆ. 3) ಮೊಹರಾದ ಟೆಂಡರ್ ಸ್ವೀಕೃತಿ ಹಾಗೂ ತೆರೆಯುವ ದಿನಾಂಕ : 24-03-2026 ರಂದು ಸಂಜೆ 4.00 ಗಂಟೆಗೆ ಟೆಂಡರುದಾರರ ಸಮಕ್ಷಮದಲ್ಲಿ ತೆರೆಯಲಾಗುವುದು. 4) ಪ್ರೊಸೆಸಿಂಗ್ ಶುಲ್ಕ 4.00 ಗಂಟೆಗೆ ಪೂರೈಸತಕ್ಕದ್ದು.: [1127, 1387, 1259, 1483]
headline-typing: ಟೈಪಿಂಗ್ ಪರೀಕ್ಷೆ ಫಲಿತಾಂಶ ಪ್ರಕಟ: [1127, 1038, 1386, 1065]
body-paragraph: ಮಾರ್ಚ್ 22 ಮತ್ತು 23ರಂದು ವಿವಿಧ ಧಾರ್ಮಿಕ ಕಾರ್ಯಕ್ರಮಗಳು ನಡೆಯಲಿವೆ. ಶ್ರೀ ಜಗದ್ಗುರು ಪಂಚಾಚಾರ್ಯ ಯುಗಮಾನೋತ್ಸವದ ಸ್ಥಳ ಬದಲಾವಣೆಯ ಕುರಿತು ರಂಭಾಪುರಿ ಜಗದ್ಗುರುಗಳು ಪತ್ರಿಕಾ ಹೇಳಿಕೆಯಲ್ಲಿ ಸ್ಪಷ್ಟಪಡಿಸಿದ್ದಾರೆ.: [1324, 284, 1511, 356]
article-body: [1127, 1073, 1511, 1288]
article-typing: [1127, 1032, 1511, 1304]
hdua-tender-ad: [1266, 1303, 1511, 2044]
body-paragraph: ದಾವಣಗೆರೆ: ಖೋಟಾ ನೋಟುಗಳನ್ನು ಮುದ್ರಿಸಿ ಚಲಾವಣೆ ಮಾಡುತ್ತಿದ್ದ ಪ್ರಕರಣದ ಆರೋಪಿಗಳಿಗೆ ನ್ಯಾಯಾಲಯ ಜೈಲು ಶಿಕ್ಷೆ ಹಾಗೂ ದಂಡ ವಿಧಿಸಿ ಆದೇಶಿಸಿದೆ. 10.8.2022ರಂದು ನಗರದ ವಿವಿಧೆಡೆ ನಕಲಿ ನೋಟುಗಳನ್ನು ಚಲಾವಣೆ ಮಾಡುತ್ತಿದ್ದ ಆರೋಪಿಗಳನ್ನು ಪೊಲೀಸರು ಬಂಧಿಸಿದ್ದರು.: [141, 922, 326, 1008]
right-text: [895, 1400, 1109, 1912]
article-ranga: [21, 1875, 326, 2282]
ad-ref-number: ಸಂಖ್ಯೆ: ಕೃಮಾಮಂ/ವಿಕಾ(ಕ)/ಅ.ಕಾ.ವಿ/ 999 /2025-26: [984, 2134, 1171, 2146]
headline-inner-reservation: ಒಳ ಮೀಸಲಾತಿ: ಸಾಮಾಜಿಕ ನ್ಯಾಯಕ್ಕಾಗಿ ಷಡಾಕ್ಷರಿ ಮುನಿ ಶ್ರೀಗಳ ಆಗ್ರಹ: ದಾವಣಗೆರೆಯಿಂದ ಬೆಂಗಳೂರಿಗೆ ಪಾದಯಾತ್ರೆ: [348, 1312, 1108, 1392]
headline-yugotsava: ದಾವಣಗರೆಯಲ್ಲಿ ನಡೆಯಬೇಕಿದ್ದ ಯುಗಮಾನೋತ್ಸವ ರದ್ದು: ಶ್ರೀಜಗದ್ಗುರು ಪಂಚಾಚಾರ್ಯ ಯುಗಮಾನೋತ್ಸವ ಸ್ಥಳ ಬದಲಾವಣೆ: [1127, 130, 1501, 209]
body-paragraph: ನ್ಯಾ.ಎಚ್. ಸದಾಶಿವ ಆಯೋಗ ಸೇರಿದಂತೆ ಹಲವು ಆಯೋಗಗಳ ವರದಿ ಜಾರಿಗೆ ಆಗ್ರಹಿಸಿ 35 ವರ್ಷಗಳಿಂದ ಹೋರಾಟ ನಡೆಯುತ್ತಿದೆ. ಒಳಮೀಸಲಾತಿ ಬಗ್ಗೆ ಕಾರ್ಯಬದ್ಧ ಕ್ರಮ ಕೈಗೊಳ್ಳದಿದ್ದರೆ ರಾಜ್ಯಾದ್ಯಂತ ತೀವ್ರ ಹೋರಾಟ ನಡೆಸಲಾಗುವುದು ಎಂದು ಎಚ್ಚರಿಸಿದರು.: [348, 1468, 562, 1540]
lead-text: [670, 851, 1104, 1057]
body-paragraph: ದಾವಣಗೆರೆ: ವಚನ ಕಲ್ಯಾಣ ಎಂಬ ಒಂಬತ್ತು ಗಂಟೆಗಳ ಅಹೋರಾತ್ರಿ ನಾಟಕವನ್ನು ನಾಡಿನಾದ್ಯಂತ ಪ್ರದರ್ಶಿಸಲು ಉದ್ದೇಶಿಸಿದೆ. ಈ ಬೃಹತ್ ರಂಗ ಪ್ರಯೋಗಕ್ಕಾಗಿ ನುರಿತ ಮತ್ತು ಆಸಕ್ತ ಕಲಾವಿದರಿಂದ ಅರ್ಜಿಗಳನ್ನು ಆಹ್ವಾನಿಸಲಾಗಿದೆ. ವಯೋಮಾನ 18 ರಿಂದ 40 ವರ್ಷಗಳು, ಆಯ್ಕೆಯಾದ ಅಭ್ಯರ್ಥಿಗಳು ಮೂರು ತಿಂಗಳ ಕಾಲ ಪೂರ್ಣಕಾಲಿಕವಾಗಿ ತರಬೇತಿ ಮತ್ತು ಪ್ರದರ್ಶನಗಳಲ್ಲಿ ಪಾಲ್ಗೊಳ್ಳುವುದು ಕಡ್ಡಾಯವಾಗಿದೆ. ಆಯ್ಕೆಯಾದವರಿಗೆ ಮಾಸಿಕ ಗೌರವಧನ ಹಾಗೂ ಊಟ-ವಸತಿ ವ್ಯವಸ್ಥೆಯನ್ನು ಕಲ್ಪಿಸಲಾಗುವುದು. ಅರ್ಜಿ ನಮೂನೆಯನ್ನು ಇಲಾಖೆಯ ವೆಬ್‌ಸೈಟ್ kannadasiri.karnataka.gov.in ನಿಂದ ಪಡೆಯಬಹುದು.: [21, 1956, 326, 2057]
ad-title: ಹುಬ್ಬಳ್ಳಿ - ಧಾರವಾಡ ನಗರಾಭಿವೃದ್ಧಿ ಪ್ರಾಧಿಕಾರ: [1332, 1311, 1487, 1343]
body-paragraph: ಈ ಸಂದರ್ಭದಲ್ಲಿ ವಕೀಲರ ಸಂಘದ ಅಧ್ಯಕ್ಷರು, ಕಾನೂನು ಸೇವಾ ಪ್ರಾಧಿಕಾರದ ಸದಸ್ಯ ಕಾರ್ಯದರ್ಶಿ, ಹಿರಿಯ ವಕೀಲರು ಹಾಗೂ ನ್ಯಾಯಾಂಗ ಇಲಾಖೆ ಸಿಬ್ಬಂದಿ ಉಪಸ್ಥಿತರಿದ್ದರು.: [865, 457, 1112, 500]
notice-body: [1127, 1326, 1259, 1637]
ad-email: Email : dvnglb@gmail.com: [1204, 2113, 1336, 2126]
body-paragraph: ಪತ್ರಿಕಾಗೋಷ್ಠಿಯಲ್ಲಿ ಮಾತನಾಡಿದ ಅವರು, ರಾಜಿ ಸಂಧಾನದ ಮೂಲಕ ಇತ್ಯರ್ಥವಾಗಬಹುದಾದ ಸಿವಿಲ್, ಕ್ರಿಮಿನಲ್, ಚೆಕ್ ಬೌನ್ಸ್, ಮೋಟಾರು ಅಪಘಾತ ಪರಿಹಾರ, ಕೌಟುಂಬಿಕ ವ್ಯಾಜ್ಯ ಸೇರಿದಂತೆ ವಿವಿಧ ಪ್ರಕರಣಗಳನ್ನು ಲೋಕ ಅದಾಲತ್‌ನಲ್ಲಿ ಇತ್ಯರ್ಥಪಡಿಸಲಾಗುವುದು ಎಂದು ಹೇಳಿದರು.: [348, 248, 623, 305]
body-paragraph: ಜಿಲ್ಲೆಯಲ್ಲಿ ಸುಮಾರು 36 ಸಾವಿರ ಪ್ರಕರಣಗಳ ಪೈಕಿ 13 ಸಾವಿರ ಪ್ರಕರಣಗಳು ರಾಜಿ ಸಂಧಾನಕ್ಕೆ ಅರ್ಹವಾಗಿವೆ. ಬ್ಯಾಂಕ್ ಸಾಲ, ವಿದ್ಯುತ್ ಮತ್ತು ನೀರಿನ ಬಿಲ್, ಕಂದಾಯ ಪ್ರಕರಣಗಳನ್ನು ಸಹ ಇತ್ಯರ್ಥಪಡಿಸಬಹುದು. ಪಕ್ಷಕಾರರು ನ್ಯಾಯಾಲಯದ ಸೇವಾ ಪ್ರಾಧಿಕಾರವನ್ನು ಸಂಪರ್ಕಿಸಬೇಕು ಎಂದು ತಿಳಿಸಿದರು.: [348, 406, 854, 500]
